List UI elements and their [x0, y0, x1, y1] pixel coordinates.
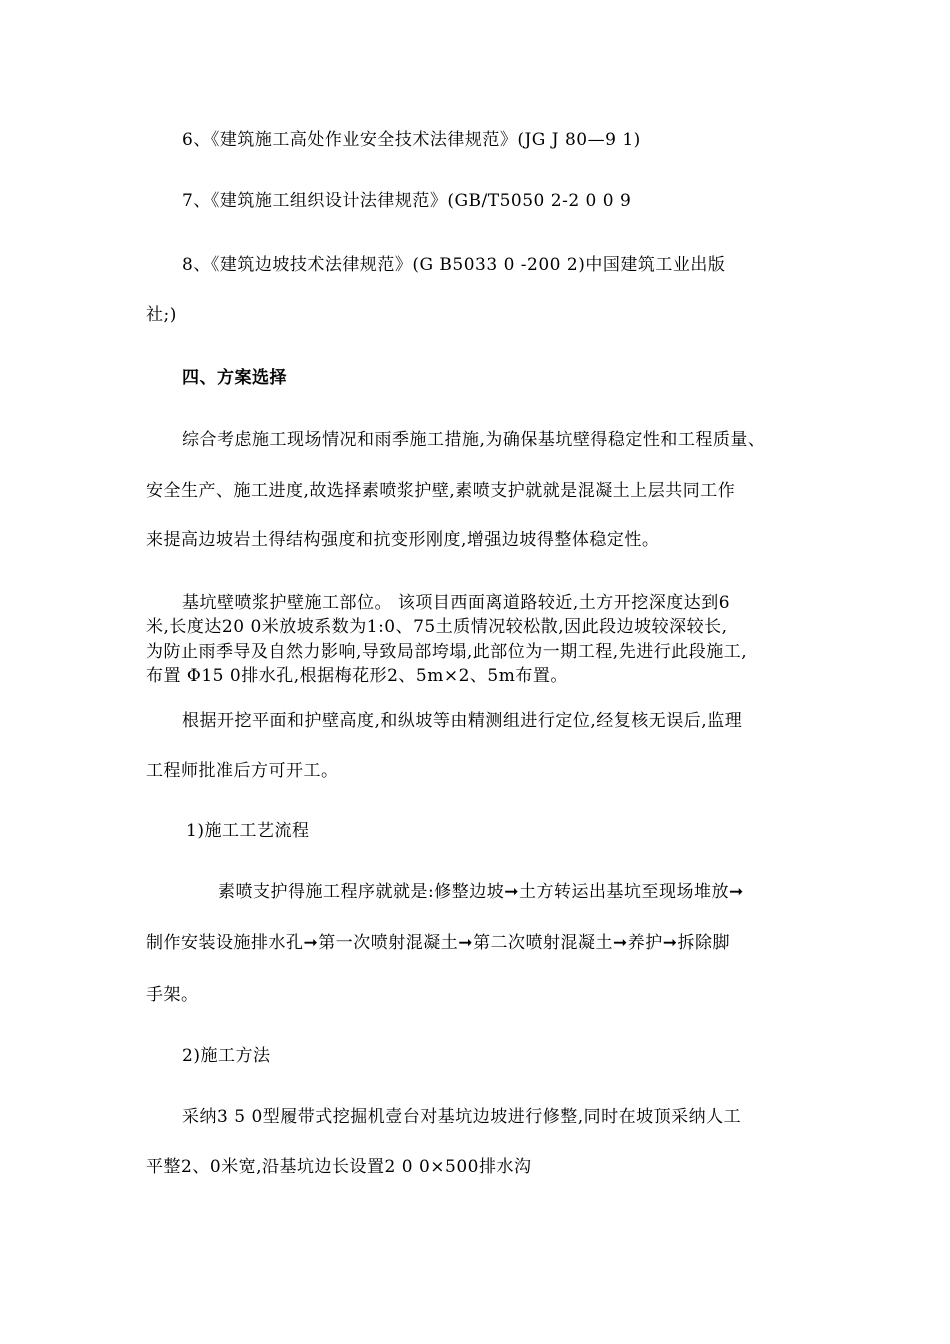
- subsection-heading-construction-method: 2)施工方法: [182, 1046, 271, 1066]
- section-heading-plan-selection: 四、方案选择: [182, 368, 287, 388]
- paragraph-line: 采纳3 5 0型履带式挖掘机壹台对基坑边坡进行修整,同时在坡顶采纳人工: [182, 1107, 742, 1127]
- paragraph-line: 综合考虑施工现场情况和雨季施工措施,为确保基坑壁得稳定性和工程质量、: [182, 430, 766, 450]
- paragraph-line: 为防止雨季导及自然力影响,导致局部垮塌,此部位为一期工程,先进行此段施工,: [146, 642, 748, 662]
- paragraph-line: 安全生产、施工进度,故选择素喷浆护壁,素喷支护就就是混凝土上层共同工作: [146, 481, 736, 501]
- paragraph-line: 平整2、0米宽,沿基坑边长设置2 0 0×500排水沟: [146, 1157, 532, 1177]
- paragraph-line: 布置 Φ15 0排水孔,根据梅花形2、5m×2、5m布置。: [146, 666, 568, 686]
- paragraph-line: 米,长度达20 0米放坡系数为1:0、75土质情况较松散,因此段边坡较深较长,: [146, 617, 728, 637]
- paragraph-line: 根据开挖平面和护壁高度,和纵坡等由精测组进行定位,经复核无误后,监理: [182, 711, 743, 731]
- reference-item-8: 8、《建筑边坡技术法律规范》(G B5033 0 -200 2)中国建筑工业出版: [182, 255, 726, 275]
- reference-item-7: 7、《建筑施工组织设计法律规范》(GB/T5050 2-2 0 0 9: [182, 191, 632, 211]
- paragraph-line: 来提高边坡岩土得结构强度和抗变形刚度,增强边坡得整体稳定性。: [146, 530, 660, 550]
- reference-item-8-continued: 社;): [146, 305, 177, 325]
- paragraph-line: 手架。: [146, 985, 199, 1005]
- subsection-heading-process-flow: 1)施工工艺流程: [186, 821, 310, 841]
- paragraph-line: 制作安装设施排水孔➞第一次喷射混凝土➞第二次喷射混凝土➞养护➞拆除脚: [146, 933, 730, 953]
- paragraph-line: 基坑壁喷浆护壁施工部位。 该项目西面离道路较近,土方开挖深度达到6: [182, 593, 731, 613]
- reference-item-6: 6、《建筑施工高处作业安全技术法律规范》(JG J 80—9 1): [182, 130, 641, 150]
- paragraph-line: 工程师批准后方可开工。: [146, 761, 339, 781]
- paragraph-line: 素喷支护得施工程序就就是:修整边坡➞土方转运出基坑至现场堆放➞: [218, 882, 744, 902]
